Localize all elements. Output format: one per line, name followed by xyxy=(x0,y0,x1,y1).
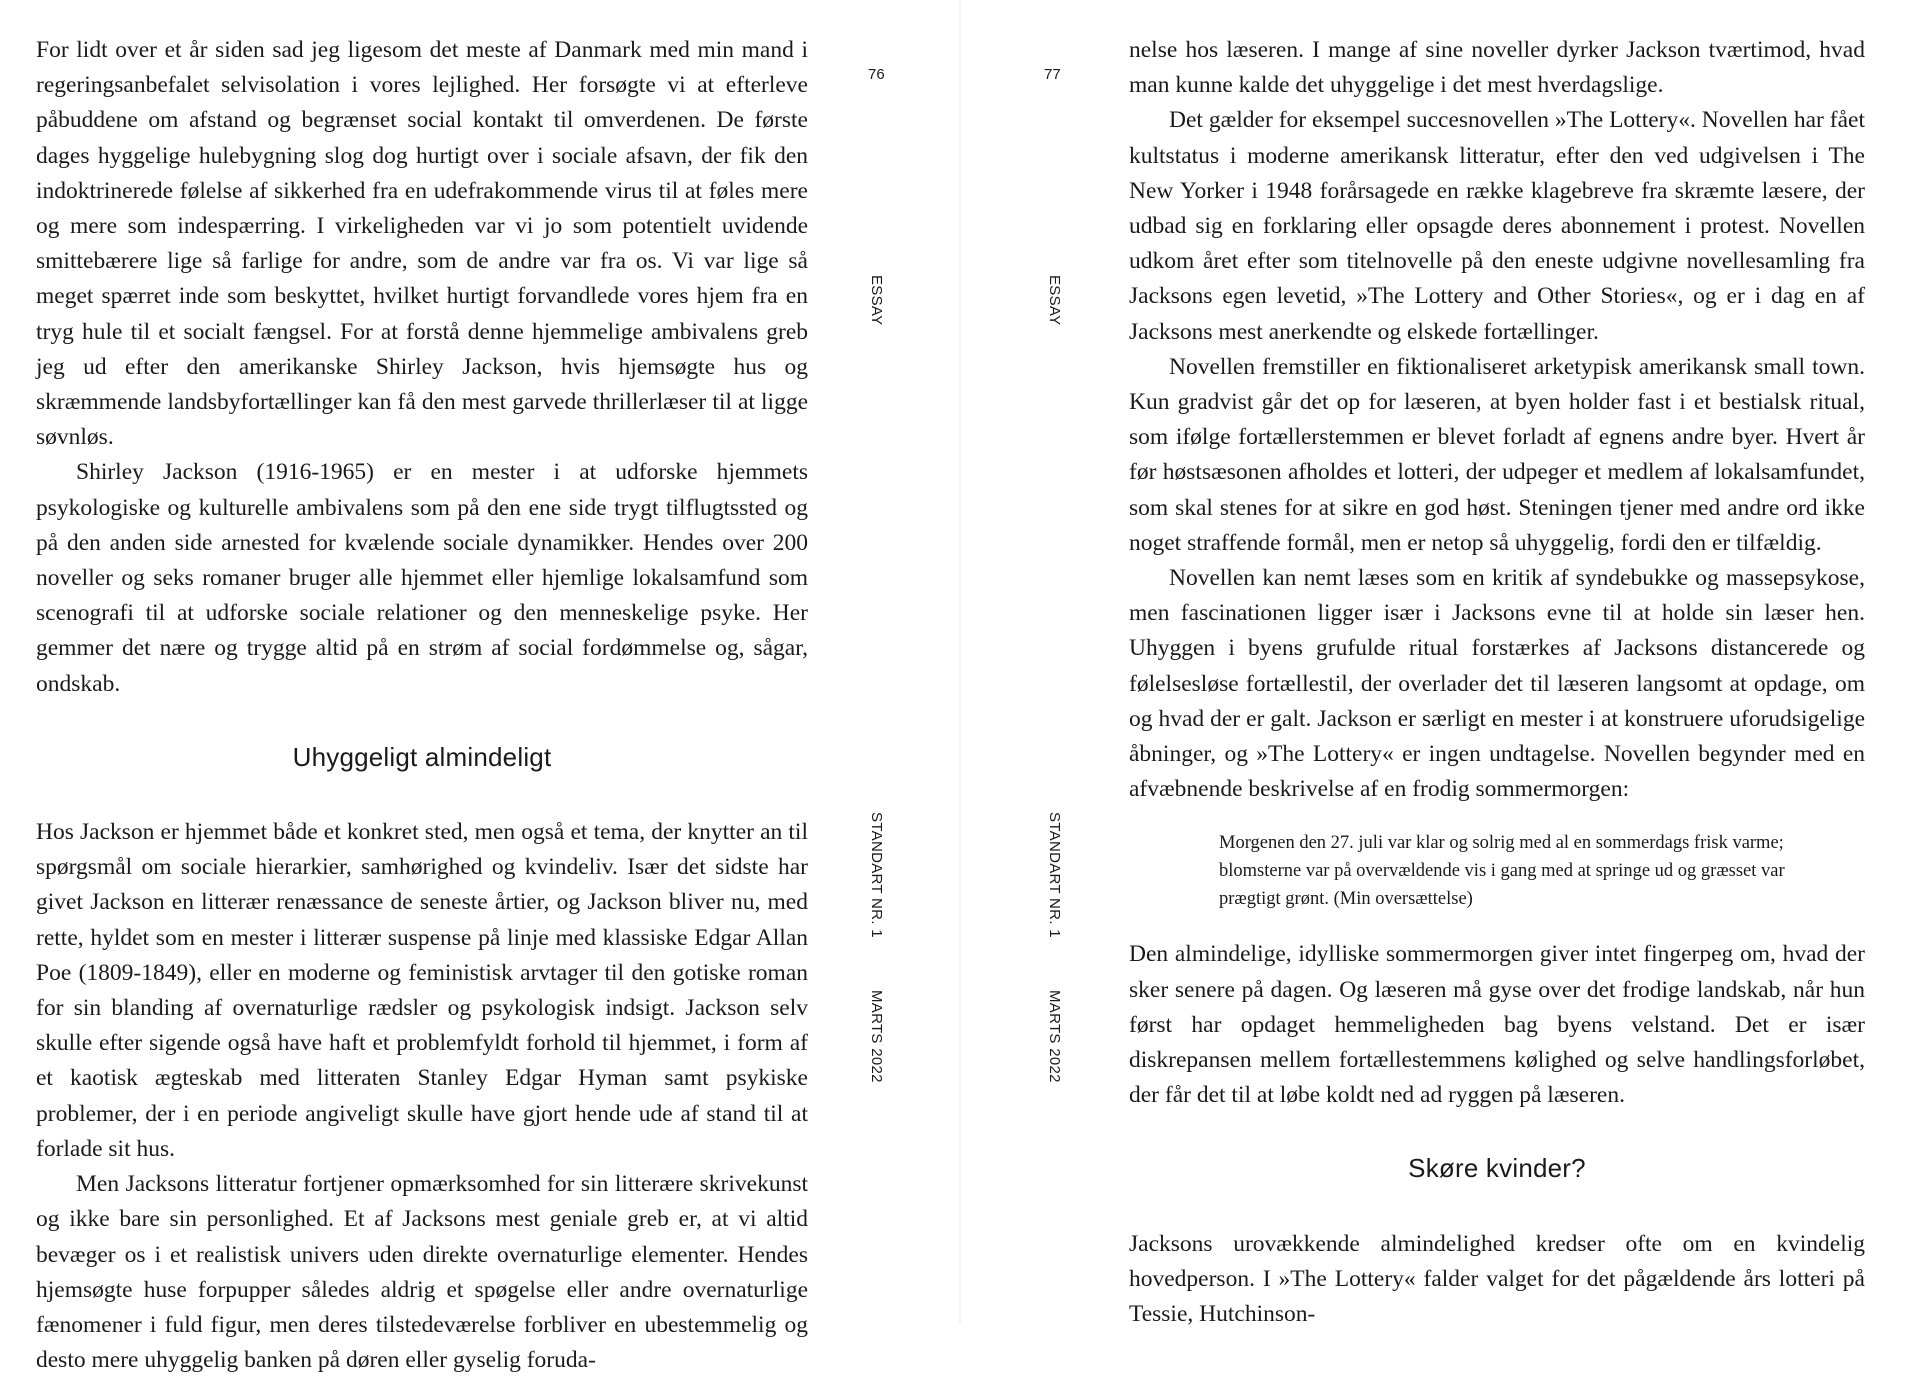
left-paragraph-3: Hos Jackson er hjemmet både et konkret sted, men også et tema, der knytter an til spørgsmål om sociale hierarkier, samhørighed og kvindeliv. Især det sidste har givet Jackson en litterær renæssance de seneste årtier, og Jackson bliver nu, med rette, hyldet som en mester i litterær suspense på linje med klassiske Edgar Allan Poe (1809-1849), eller en moderne og feministisk arvtager til den gotiske roman for sin blanding af overnaturlige rædsler og psykologisk indsigt. Jackson selv skulle efter sigende også have haft et problemfyldt forhold til hjemmet, i form af et kaotisk ægteskab med litteraten Stanley Edgar Hyman samt psykiske problemer, der i en periode angiveligt skulle have gjort hende ude af stand til at forlade sit hus. xyxy=(36,819,808,1162)
block-quote: Morgenen den 27. juli var klar og solrig med al en sommerdags frisk varme; blomsterne var på overvældende vis i gang med at springe ud og græsset var prægtigt grønt. (Min oversættelse) xyxy=(1219,833,1785,910)
right-paragraph-2: Det gælder for eksempel succesnovellen »The Lottery«. Novellen har fået kultstatus i moderne amerikansk litteratur, efter den ved udgivelsen i The New Yorker i 1948 forårsagede en række klagebreve fra skræmte læsere, der udbad sig en forklaring eller opsagde deres abonnement i protest. Novellen udkom året efter som titelnovelle på den eneste udgivne novellesamling fra Jacksons egen levetid, »The Lottery and Other Stories«, og er i dag en af Jacksons mest anerkendte og elskede fortællinger. xyxy=(1129,107,1865,345)
right-page xyxy=(960,0,1920,1328)
left-magazine-label: STANDART NR. 1 xyxy=(868,812,885,938)
right-paragraph-6: Jacksons urovækkende almindelighed kredser ofte om en kvindelig hovedperson. I »The Lottery« falder valget for det pågældende års lotteri på Tessie, Hutchinson- xyxy=(1129,1230,1865,1328)
right-paragraph-5: Den almindelige, idylliske sommermorgen giver intet fingerpeg om, hvad der sker senere på dagen. Og læseren må gyse over det frodige landskab, når hun først har opdaget hemmeligheden bag byens velstand. Det er især diskrepansen mellem fortællestemmens kølighed og selve handlingsforløbet, der får det til at løbe koldt ned ad ryggen på læseren. xyxy=(1129,941,1865,1109)
right-section-heading: Skøre kvinder? xyxy=(1408,1153,1586,1184)
right-page-text-column xyxy=(1129,33,1865,1332)
right-paragraph-4: Novellen kan nemt læses som en kritik af syndebukke og massepsykose, men fascinationen ligger især i Jacksons evne til at holde sin læser hen. Uhyggen i byens grufulde ritual forstærkes af Jacksons distancerede og følelsesløse fortællestil, der overlader det til læseren langsomt at opdage, om og hvad der er galt. Jackson er særligt en mester i at konstruere uforudsigelige åbninger, og »The Lottery« er ingen undtagelse. Novellen begynder med en afvæbnende beskrivelse af en frodig sommermorgen: xyxy=(1129,565,1865,803)
right-page-number: 77 xyxy=(1044,66,1061,83)
left-page-text-column xyxy=(36,33,808,1378)
left-paragraph-2: Shirley Jackson (1916-1965) er en mester i at udforske hjemmets psykologiske og kulturelle ambivalens som på den ene side trygt tilflugtssted og på den anden side arnested for kvælende sociale dynamikker. Hendes over 200 noveller og seks romaner bruger alle hjemmet eller hjemlige lokalsamfund som scenografi til at udforske sociale relationer og den menneskelige psyke. Her gemmer det nære og trygge altid på en strøm af social fordømmelse og, sågar, ondskab. xyxy=(36,459,808,697)
left-section-heading: Uhyggeligt almindeligt xyxy=(292,741,552,772)
left-paragraph-1: For lidt over et år siden sad jeg ligesom det meste af Danmark med min mand i regeringsanbefalet selvisolation i vores lejlighed. Her forsøgte vi at efterleve påbuddene om afstand og begrænset social kontakt til omverdenen. De første dages hyggelige hulebygning slog dog hurtigt over i sociale afsavn, der fik den indoktrinerede følelse af sikkerhed fra en udefrakommende virus til at føles mere og mere som indespærring. I virkeligheden var vi jo som potentielt uvidende smittebærere lige så farlige for andre, som de andre var fra os. Vi var lige så meget spærret inde som beskyttet, hvilket hurtigt forvandlede vores hjem fra en tryg hule til et socialt fængsel. For at forstå denne hjemmelige ambivalens greb jeg ud efter den amerikanske Shirley Jackson, hvis hjemsøgte hus og skræmmende landsbyfortællinger kan få den mest garvede thrillerlæser til at ligge søvnløs. xyxy=(36,37,808,451)
left-section-label: ESSAY xyxy=(868,275,885,326)
right-magazine-label: STANDART NR. 1 xyxy=(1046,812,1063,938)
left-date-label: MARTS 2022 xyxy=(868,990,885,1083)
left-paragraph-4: Men Jacksons litteratur fortjener opmærksomhed for sin litterære skrivekunst og ikke bare sin personlighed. Et af Jacksons mest geniale greb er, at vi altid bevæger os i et realistisk univers uden direkte overnaturlige elementer. Hendes hjemsøgte huse forpupper således aldrig et spøgelse eller andre overnaturlige fænomener i fuld figur, men deres tilstedeværelse forbliver en ubestemmelig og desto mere uhyggelig banken på døren eller gyselig foruda- xyxy=(36,1171,808,1374)
left-page-number: 76 xyxy=(868,66,885,83)
left-page xyxy=(0,0,960,1374)
right-section-label: ESSAY xyxy=(1046,275,1063,326)
right-paragraph-1: nelse hos læseren. I mange af sine noveller dyrker Jackson tværtimod, hvad man kunne kalde det uhyggelige i det mest hverdagslige. xyxy=(1129,37,1865,99)
right-paragraph-3: Novellen fremstiller en fiktionaliseret arketypisk amerikansk small town. Kun gradvist går det op for læseren, at byen holder fast i et bestialsk ritual, som ifølge fortællerstemmen er blevet forladt af egnens andre byer. Hvert år før høstsæsonen afholdes et lotteri, der udpeger et medlem af lokalsamfundet, som skal stenes for at sikre en god høst. Steningen tjener med andre ord ikke noget straffende formål, men er netop så uhyggelig, fordi den er tilfældig. xyxy=(1129,353,1865,556)
right-date-label: MARTS 2022 xyxy=(1046,990,1063,1083)
